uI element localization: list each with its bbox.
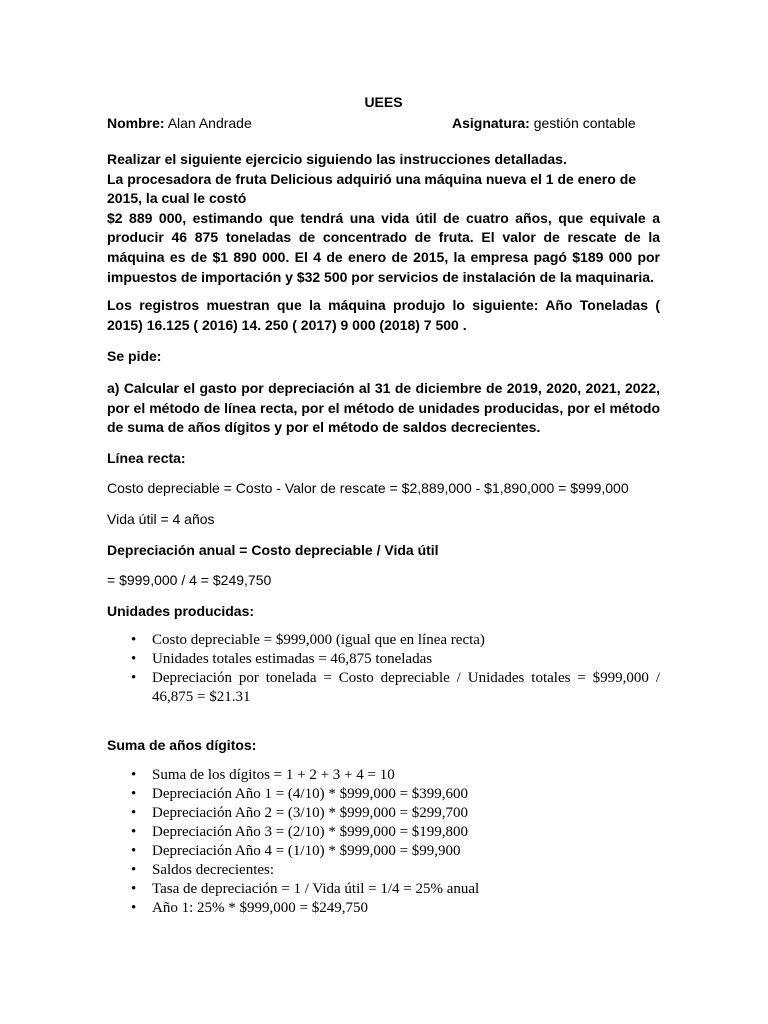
unidades-list [107,631,660,707]
se-pide-heading: Se pide: [107,348,162,365]
list-item: • Depreciación Año 2 = (3/10) * $999,000 = $299,700 [107,804,660,823]
list-item: • Depreciación Año 3 = (2/10) * $999,000 = $199,800 [107,823,660,842]
intro-instruction: Realizar el siguiente ejercicio siguiendo las instrucciones detalladas. [107,151,567,167]
name-label: Nombre: [107,115,165,131]
list-item: • Depreciación por tonelada = Costo depreciable / Unidades totales = $999,000 / 46,875 = $21.31 [107,669,660,707]
document-title: UEES [364,94,403,110]
suma-list [107,766,660,918]
list-item: • Año 1: 25% * $999,000 = $249,750 [107,899,660,918]
list-item: • Saldos decrecientes: [107,861,660,880]
linea-recta-heading: Línea recta: [107,449,186,466]
document-page [107,94,660,918]
list-item: • Unidades totales estimadas = 46,875 toneladas [107,650,660,669]
question-a: a) Calcular el gasto por depreciación al 31 de diciembre de 2019, 2020, 2021, 2022, por el método de línea recta, por el método de unidades producidas, por el método de suma de años dígitos y por el método de saldos decrecientes. [107,379,660,436]
list-item: • Suma de los dígitos = 1 + 2 + 3 + 4 = 10 [107,766,660,785]
costo-depreciable-line: Costo depreciable = Costo - Valor de rescate = $2,889,000 - $1,890,000 = $999,000 [107,480,629,497]
vida-util-line: Vida útil = 4 años [107,510,215,527]
depreciacion-anual-result: = $999,000 / 4 = $249,750 [107,572,272,589]
student-name [107,113,252,133]
suma-heading: Suma de años dígitos: [107,737,257,754]
list-item: • Tasa de depreciación = 1 / Vida útil = 1/4 = 25% anual [107,880,660,899]
list-item: • Costo depreciable = $999,000 (igual que en línea recta) [107,631,660,650]
subject-value: gestión contable [533,115,636,131]
header-row [107,113,660,133]
intro-problem: La procesadora de fruta Delicious adquirió una máquina nueva el 1 de enero de 2015, la cual le costó [107,170,637,207]
unidades-heading: Unidades producidas: [107,602,255,619]
list-item: • Depreciación Año 1 = (4/10) * $999,000 = $399,600 [107,785,660,804]
name-value: Alan Andrade [167,115,252,131]
list-item: • Depreciación Año 4 = (1/10) * $999,000 = $99,900 [107,842,660,861]
depreciacion-anual-formula: Depreciación anual = Costo depreciable / Vida útil [107,541,439,558]
intro-details: $2 889 000, estimando que tendrá una vida útil de cuatro años, que equivale a producir 46 875 toneladas de concentrado de fruta. El valor de rescate de la máquina es de $1 890 000. El 4 de enero de 2015, la empresa pagó $189 000 por impuestos de importación y $32 500 por servicios de instalación de la maquinaria. [107,209,660,285]
production-records: Los registros muestran que la máquina produjo lo siguiente: Año Toneladas ( 2015) 16.125 ( 2016) 14. 250 ( 2017) 9 000 (2018) 7 500 . [107,297,660,333]
subject-label: Asignatura: [452,115,530,131]
subject [452,113,636,133]
